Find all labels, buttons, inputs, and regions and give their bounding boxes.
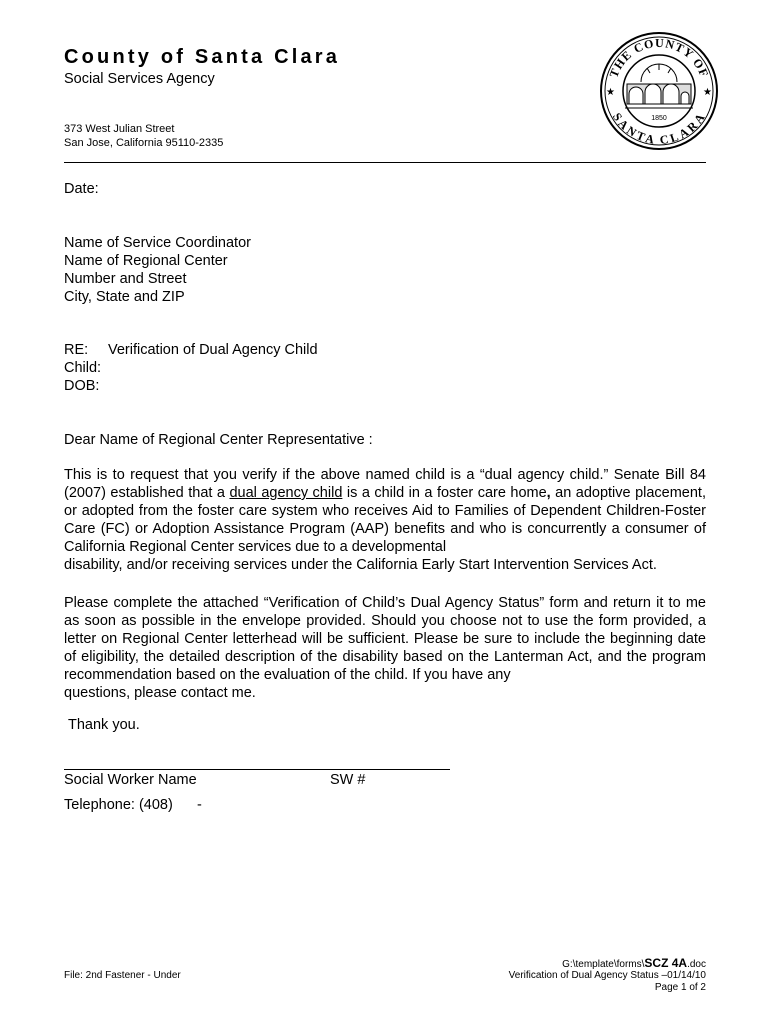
document-path: G:\template\forms\SCZ 4A.doc xyxy=(562,956,706,970)
paragraph-1: This is to request that you verify if the above named child is a “dual agency child.” Senate Bill 84 (2007) established that a dual agency child is a child in a foster care home, an adoptive placement, or adopted from the foster care system who receives Aid to Families of Dependent Children-Foster Care (FC) or Adoption Assistance Program (AAP) benefits and who is concurrently a consumer of California Regional Center services due to a developmental disability, and/or receiving services under the California Early Start Intervention Services Act. xyxy=(64,467,706,573)
svg-text:★: ★ xyxy=(703,87,712,98)
document-title-footer: Verification of Dual Agency Status –01/14/10 xyxy=(508,970,706,981)
svg-text:★: ★ xyxy=(606,87,615,98)
address-line-1: 373 West Julian Street xyxy=(64,123,175,135)
child-label: Child: xyxy=(64,360,102,376)
re-subject: Verification of Dual Agency Child xyxy=(108,342,318,358)
closing: Thank you. xyxy=(68,717,140,733)
address-line-2: San Jose, California 95110-2335 xyxy=(64,137,224,149)
signature-line xyxy=(64,769,450,770)
page-number: Page 1 of 2 xyxy=(654,982,706,993)
recipient-line: Name of Service Coordinator xyxy=(64,235,251,251)
svg-text:1850: 1850 xyxy=(651,115,667,122)
re-label: RE: xyxy=(64,342,89,358)
organization-name: County of Santa Clara xyxy=(64,46,341,68)
agency-name: Social Services Agency xyxy=(64,71,215,87)
recipient-line: Name of Regional Center xyxy=(64,253,228,269)
file-note: File: 2nd Fastener - Under xyxy=(64,970,181,981)
paragraph-2: Please complete the attached “Verification of Child’s Dual Agency Status” form and return it to me as soon as possible in the envelope provided. Should you choose not to use the form provided, a letter on Regional Center letterhead will be sufficient. Please be sure to include the beginning date of eligibility, the detailed description of the disability based on the Lanterman Act, and the program recommendation based on the evaluation of the child. If you have any questions, please contact me. xyxy=(64,595,706,701)
recipient-line: City, State and ZIP xyxy=(64,289,185,305)
salutation: Dear Name of Regional Center Representative : xyxy=(64,432,373,448)
county-seal-icon xyxy=(598,28,720,154)
recipient-line: Number and Street xyxy=(64,271,187,287)
svg-text:SANTA CLARA: SANTA CLARA xyxy=(609,110,709,147)
header-divider xyxy=(64,162,706,163)
dual-agency-child-term: dual agency child xyxy=(229,485,343,501)
telephone-label: Telephone: (408) - xyxy=(64,797,202,813)
social-worker-name-label: Social Worker Name xyxy=(64,772,197,788)
date-label: Date: xyxy=(64,181,99,197)
sw-number-label: SW # xyxy=(330,772,366,788)
dob-label: DOB: xyxy=(64,378,100,394)
svg-text:THE COUNTY OF: THE COUNTY OF xyxy=(606,35,712,80)
